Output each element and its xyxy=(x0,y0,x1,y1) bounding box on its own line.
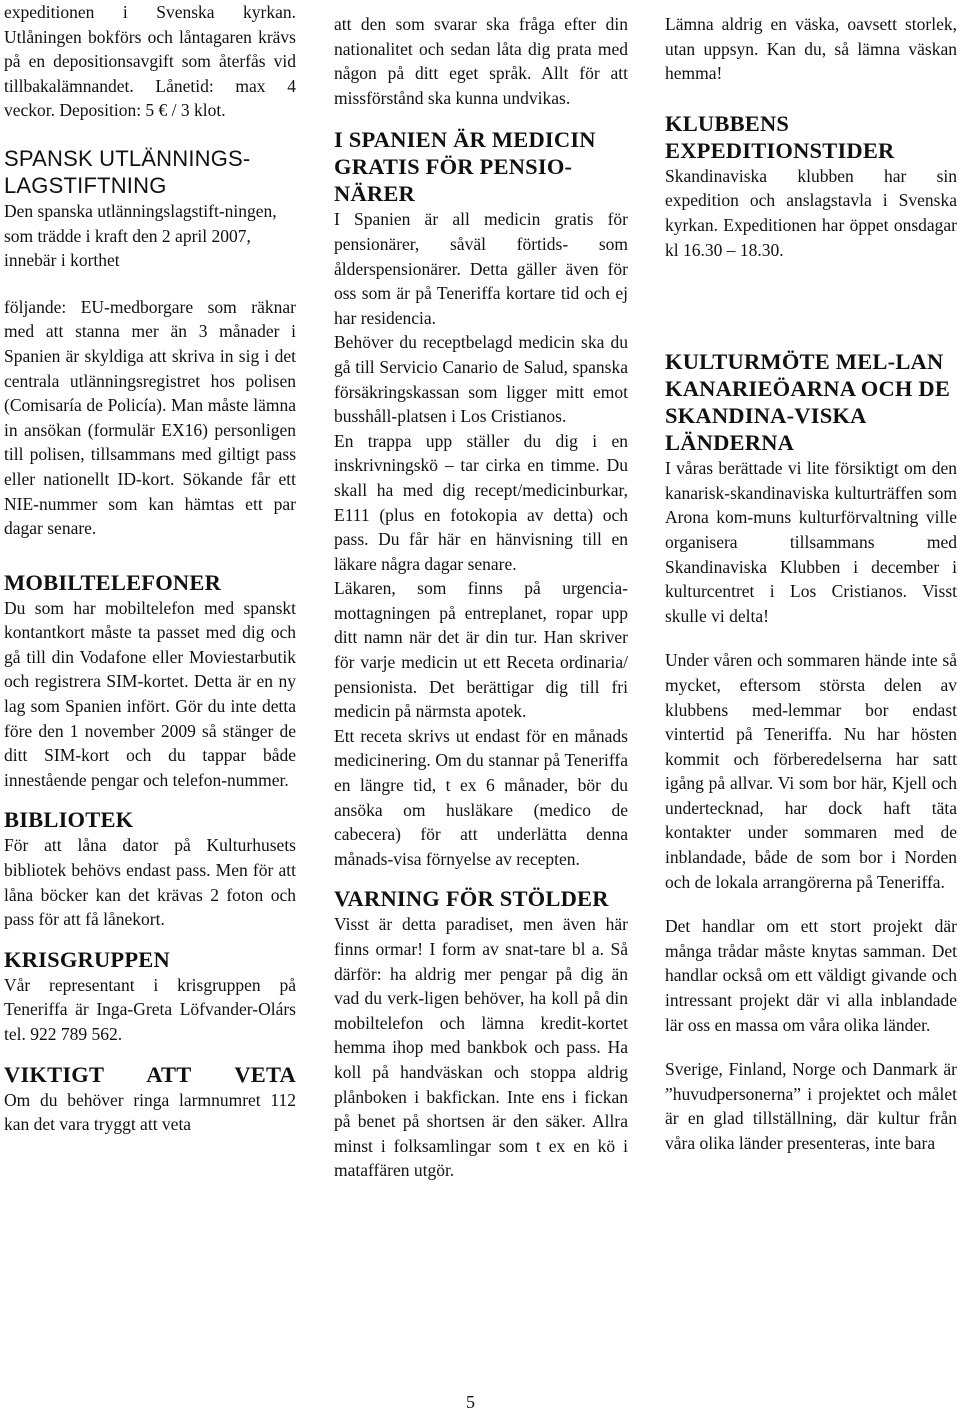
spacer xyxy=(334,0,628,12)
spacer xyxy=(665,628,957,648)
column-2 xyxy=(334,0,628,1183)
spacer xyxy=(4,273,296,295)
spacer xyxy=(4,541,296,569)
medicin-para-5: Ett receta skrivs ut endast för en månads medicinering. Om du stannar på Teneriffa en längre tid, t ex 6 månader, bör du ansöka om husläkare (medico de cabecera) för att underlätta denna månads-visa förnyelse av recepten. xyxy=(334,725,628,869)
heading-medicin: I SPANIEN ÄR MEDICIN GRATIS FÖR PENSIO-NÄRER xyxy=(334,127,596,207)
heading-mobiltelefoner: MOBILTELEFONER xyxy=(4,569,222,595)
kris-body: Vår representant i krisgruppen på Teneriffa är Inga-Greta Löfvander-Olárs tel. 922 789 562. xyxy=(4,974,296,1044)
column-1 xyxy=(4,0,296,1137)
klubb-body: Skandinaviska klubben har sin expedition och anslagstavla i Svenska kyrkan. Expeditionen har öppet onsdagar kl 16.30 – 18.30. xyxy=(665,165,957,260)
kultur-para-2: Under våren och sommaren hände inte så mycket, eftersom största delen av klubbens med-lemmar bor endast vintertid på Teneriffa. Nu har hösten kommit och förberedelserna har satt igång på allvar. Vi som bor här, Kjell och undertecknad, har dock haft täta kontakter under sommaren med de inblandade, både de som bor i Norden och de lokala arrangörerna på Teneriffa. xyxy=(665,650,957,892)
spacer xyxy=(334,110,628,126)
spacer xyxy=(665,0,957,12)
medicin-para-4: Läkaren, som finns på urgencia-mottagningen på entreplanet, ropar upp ditt namn när det är din tur. Han skriver för varje medicin ut ett Receta ordinaria/ pensionista. Det berättigar dig till fri medicin på närmsta apotek. xyxy=(334,578,628,722)
column-3 xyxy=(665,0,957,1156)
bibliotek-body: För att låna dator på Kulturhusets bibliotek behövs endast pass. Men för att låna böcker kan det krävas 2 foton och pass för att få lånekort. xyxy=(4,835,296,930)
spacer xyxy=(665,86,957,110)
kultur-para-3: Det handlar om ett stort projekt där många trådar måste knytas samman. Det handlar också om ett väldigt givande och intressant projekt där vi alla inblandade lär oss en massa om våra olika länder. xyxy=(665,916,957,1035)
heading-viktigt: VIKTIGT ATT VETA xyxy=(4,1061,296,1087)
col3-intro: Lämna aldrig en väska, oavsett storlek, utan uppsyn. Kan du, så lämna väskan hemma! xyxy=(665,14,957,84)
spacer xyxy=(4,1047,296,1061)
spacer xyxy=(334,871,628,885)
mobil-body: Du som har mobiltelefon med spanskt kontantkort måste ta passet med dig och gå till din Vodafone eller Moviestarbutik och registrera SIM-kortet. Detta är en ny lag som Spanien infört. Gör du inte detta före den 1 november 2009 så stänger de ditt SIM-kort och du tappar både innestående pengar och telefon-nummer. xyxy=(4,597,296,790)
heading-klubbens-expedition: KLUBBENS EXPEDITIONSTIDER xyxy=(665,110,895,163)
medicin-para-1: I Spanien är all medicin gratis för pensionärer, såväl förtids- som ålderspensionärer. Detta gäller även för oss som är på Teneriffa kortare tid och ej har residencia. xyxy=(334,209,628,328)
kultur-para-1: I våras berättade vi lite försiktigt om den kanarisk-skandinaviska kulturträffen som Arona kom-muns kulturförvaltning ville organisera tillsammans med Skandinaviska Klubben i december i kulturcentret i Los Cristianos. Visst skulle vi delta! xyxy=(665,458,957,626)
spacer xyxy=(4,123,296,145)
heading-kulturmote: KULTURMÖTE MEL-LAN KANARIEÖARNA OCH DE SKANDINA-VISKA LÄNDERNA xyxy=(665,349,951,456)
medicin-para-3: En trappa upp ställer du dig i en inskrivningskö – tar cirka en timme. Du skall ha med dig recept/medicinburkar, E111 (plus en fotokopia av detta) och pass. Du får här en hänvisning till en läkare några dagar senare. xyxy=(334,430,628,574)
spacer xyxy=(665,262,957,348)
spacer xyxy=(665,894,957,914)
lagstiftning-para-2: följande: EU-medborgare som räknar med att stanna mer än 3 månader i Spanien är skyldiga att skriva in sig i det centrala utlänningsregistret hos polisen (Comisaría de Policía). Man måste lämna in ansökan (formulär EX16) personligen till polisen, tillsammans med giltigt pass eller nationellt ID-kort. Sökande får ett NIE-nummer som kan hämtas ett par dagar senare. xyxy=(4,296,296,539)
heading-krisgruppen: KRISGRUPPEN xyxy=(4,946,170,972)
varning-body: Visst är detta paradiset, men även här finns ormar! I form av snat-tare bl a. Så därför: ha aldrig mer pengar på dig än vad du verk-ligen behöver, ha koll på din mobiltelefon och lämna kredit-kortet hemma ihop med bankbok och pass. Ha koll på handväskan och stoppa aldrig plånboken i bakfickan. Inte ens i fickan på benet på shortsen är den säker. Allra minst i folksamlingar som t ex en kö i mataffären utgör. xyxy=(334,914,628,1181)
heading-varning: VARNING FÖR STÖLDER xyxy=(334,886,609,912)
page-number: 5 xyxy=(466,1392,475,1412)
lagstiftning-para-1: Den spanska utlänningslagstift-ningen, som trädde i kraft den 2 april 2007, innebär i korthet xyxy=(4,200,277,271)
spacer xyxy=(665,1037,957,1057)
kultur-para-4: Sverige, Finland, Norge och Danmark är ”huvudpersonerna” i projektet och målet är en glad tillställning, där kultur från våra olika länder presenteras, inte bara xyxy=(665,1059,957,1153)
medicin-para-2: Behöver du receptbelagd medicin ska du gå till Servicio Canario de Salud, spanska försäkringskassan som ligger mitt emot busshåll-platsen i Los Cristianos. xyxy=(334,332,628,427)
heading-lagstiftning: SPANSK UTLÄNNINGS-LAGSTIFTNING xyxy=(4,145,251,198)
col2-intro: att den som svarar ska fråga efter din nationalitet och sedan låta dig prata med någon på ditt eget språk. Allt för att missförstånd ska kunna undvikas. xyxy=(334,14,628,108)
col1-intro: expeditionen i Svenska kyrkan. Utlåningen bokförs och låntagaren krävs på en depositionsavgift som återfås vid tillbakalämnandet. Lånetid: max 4 veckor. Deposition: 5 € / 3 klot. xyxy=(4,2,296,121)
heading-bibliotek: BIBLIOTEK xyxy=(4,807,134,833)
spacer xyxy=(4,792,296,806)
spacer xyxy=(4,932,296,946)
viktigt-body: Om du behöver ringa larmnumret 112 kan det vara tryggt att veta xyxy=(4,1089,296,1135)
